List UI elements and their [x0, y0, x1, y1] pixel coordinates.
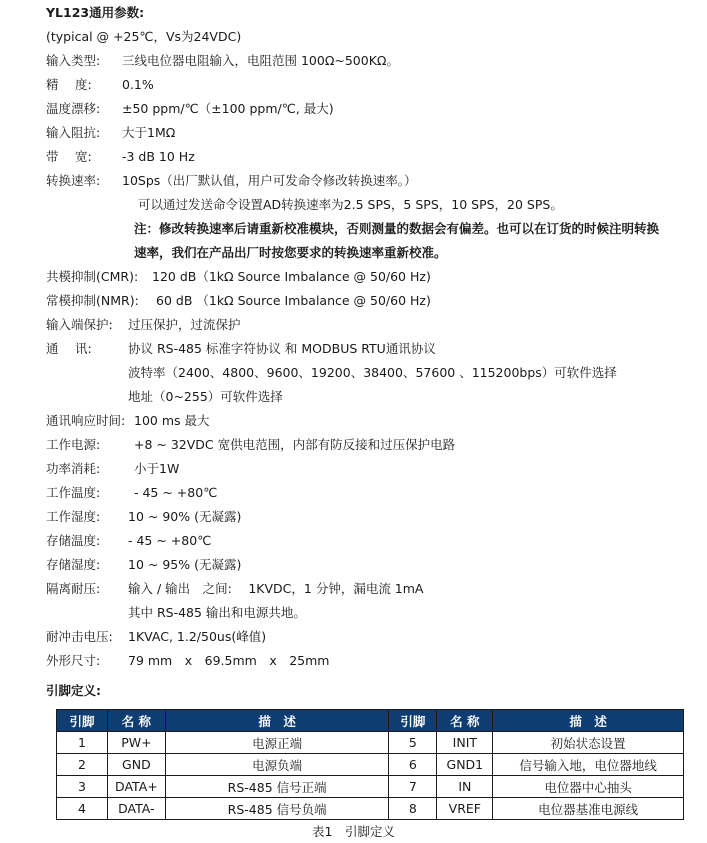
- spec-label: 存储温度:: [46, 533, 101, 548]
- spec-temp-drift: [46, 100, 334, 118]
- spec-label: 输入端保护:: [46, 317, 113, 332]
- spec-isolation: [46, 580, 423, 598]
- spec-value: 协议 RS-485 标准字符协议 和 MODBUS RTU通讯协议: [128, 341, 436, 356]
- pin-definition-title: 引脚定义:: [46, 683, 101, 698]
- table-row: [57, 798, 684, 820]
- spec-communication: [46, 340, 436, 358]
- spec-label: 通 讯:: [46, 341, 92, 356]
- spec-label: 存储湿度:: [46, 557, 101, 572]
- spec-baud-rate: 波特率（2400、4800、9600、19200、38400、57600 、115200bps）可软件选择: [128, 365, 617, 380]
- cell-pin: 5: [389, 732, 437, 754]
- spec-value: 小于1W: [134, 461, 180, 476]
- cell-desc: 电位器基准电源线: [493, 798, 684, 820]
- spec-label: 耐冲击电压:: [46, 629, 113, 644]
- cell-desc: 电源正端: [165, 732, 389, 754]
- cell-desc: 初始状态设置: [493, 732, 684, 754]
- header-desc: 描 述: [493, 710, 684, 732]
- spec-label: 工作温度:: [46, 485, 101, 500]
- spec-storage-humidity: [46, 556, 241, 574]
- cell-pin: 8: [389, 798, 437, 820]
- spec-value: 三线电位器电阻输入，电阻范围 100Ω~500KΩ。: [122, 53, 399, 68]
- spec-label: 转换速率:: [46, 173, 101, 188]
- cell-name: VREF: [437, 798, 493, 820]
- spec-value: 10Sps（出厂默认值，用户可发命令修改转换速率。）: [122, 173, 417, 188]
- spec-value: 79 mm x 69.5mm x 25mm: [128, 653, 330, 668]
- spec-isolation-note: 其中 RS-485 输出和电源共地。: [128, 605, 306, 620]
- spec-conversion-rate: [46, 172, 417, 190]
- cell-name: PW+: [107, 732, 165, 754]
- cell-pin: 3: [57, 776, 108, 798]
- spec-consumption: [46, 460, 179, 478]
- header-name: 名 称: [437, 710, 493, 732]
- spec-label: 通讯响应时间:: [46, 413, 126, 428]
- spec-value: +8 ~ 32VDC 宽供电范围，内部有防反接和过压保护电路: [134, 437, 456, 452]
- spec-label: 外形尺寸:: [46, 653, 101, 668]
- spec-cmr: [46, 268, 431, 286]
- table-row: [57, 732, 684, 754]
- spec-response-time: [46, 412, 210, 430]
- spec-value: -3 dB 10 Hz: [122, 149, 195, 164]
- spec-label: 工作电源:: [46, 437, 101, 452]
- spec-surge: [46, 628, 266, 646]
- spec-value: 10 ~ 95% (无凝露): [128, 557, 242, 572]
- cell-pin: 6: [389, 754, 437, 776]
- spec-value: - 45 ~ +80℃: [134, 485, 218, 500]
- spec-label: 输入阻抗:: [46, 125, 101, 140]
- spec-value: 0.1%: [122, 77, 154, 92]
- cell-desc: 电源负端: [165, 754, 389, 776]
- spec-conversion-rate-detail: 可以通过发送命令设置AD转换速率为2.5 SPS，5 SPS，10 SPS，20 SPS。: [138, 197, 563, 212]
- table-row: [57, 776, 684, 798]
- header-desc: 描 述: [165, 710, 389, 732]
- cell-pin: 7: [389, 776, 437, 798]
- typical-conditions: (typical @ +25℃，Vs为24VDC): [46, 29, 242, 44]
- spec-label: 输入类型:: [46, 53, 101, 68]
- spec-label: 温度漂移:: [46, 101, 101, 116]
- cell-name: INIT: [437, 732, 493, 754]
- cell-desc: RS-485 信号负端: [165, 798, 389, 820]
- spec-label: 共模抑制(CMR):: [46, 269, 139, 284]
- pin-table: [56, 709, 684, 820]
- cell-pin: 4: [57, 798, 108, 820]
- cell-pin: 2: [57, 754, 108, 776]
- spec-value: 10 ~ 90% (无凝露): [128, 509, 242, 524]
- spec-label: 隔离耐压:: [46, 581, 101, 596]
- spec-value: 过压保护，过流保护: [128, 317, 241, 332]
- pin-table-header: [57, 710, 684, 732]
- spec-value: ±50 ppm/℃（±100 ppm/℃, 最大): [122, 101, 334, 116]
- spec-label: 功率消耗:: [46, 461, 101, 476]
- cell-desc: 电位器中心抽头: [493, 776, 684, 798]
- spec-value: 大于1MΩ: [122, 125, 176, 140]
- header-name: 名 称: [107, 710, 165, 732]
- spec-power: [46, 436, 455, 454]
- table-row: [57, 754, 684, 776]
- spec-label: 常模抑制(NMR):: [46, 293, 139, 308]
- cell-name: DATA+: [107, 776, 165, 798]
- spec-label: 带 宽:: [46, 149, 92, 164]
- cell-desc: RS-485 信号正端: [165, 776, 389, 798]
- spec-value: 120 dB（1kΩ Source Imbalance @ 50/60 Hz): [152, 269, 431, 284]
- cell-name: GND1: [437, 754, 493, 776]
- spec-storage-temp: [46, 532, 211, 550]
- cell-name: IN: [437, 776, 493, 798]
- cell-name: DATA-: [107, 798, 165, 820]
- header-pin: 引脚: [389, 710, 437, 732]
- note-line-2: 速率，我们在产品出厂时按您要求的转换速率重新校准。: [134, 245, 447, 260]
- cell-name: GND: [107, 754, 165, 776]
- doc-title: YL123通用参数:: [46, 5, 145, 20]
- spec-operating-temp: [46, 484, 217, 502]
- cell-pin: 1: [57, 732, 108, 754]
- spec-dimensions: [46, 652, 329, 670]
- spec-operating-humidity: [46, 508, 241, 526]
- spec-value: 60 dB （1kΩ Source Imbalance @ 50/60 Hz): [156, 293, 431, 308]
- spec-value: - 45 ~ +80℃: [128, 533, 212, 548]
- header-pin: 引脚: [57, 710, 108, 732]
- spec-value: 1KVAC, 1.2/50us(峰值): [128, 629, 267, 644]
- spec-label: 工作湿度:: [46, 509, 101, 524]
- spec-nmr: [46, 292, 431, 310]
- spec-label: 精 度:: [46, 77, 92, 92]
- spec-address: 地址（0~255）可软件选择: [128, 389, 283, 404]
- spec-input-impedance: [46, 124, 175, 142]
- spec-value: 100 ms 最大: [134, 413, 210, 428]
- spec-input-type: [46, 52, 399, 70]
- note-line-1: 注：修改转换速率后请重新校准模块，否则测量的数据会有偏差。也可以在订货的时候注明转换: [134, 221, 660, 236]
- spec-accuracy: [46, 76, 154, 94]
- spec-bandwidth: [46, 148, 195, 166]
- spec-input-protection: [46, 316, 241, 334]
- cell-desc: 信号输入地，电位器地线: [493, 754, 684, 776]
- table-caption: 表1 引脚定义: [312, 824, 395, 839]
- spec-value: 输入 / 输出 之间: 1KVDC，1 分钟，漏电流 1mA: [128, 581, 424, 596]
